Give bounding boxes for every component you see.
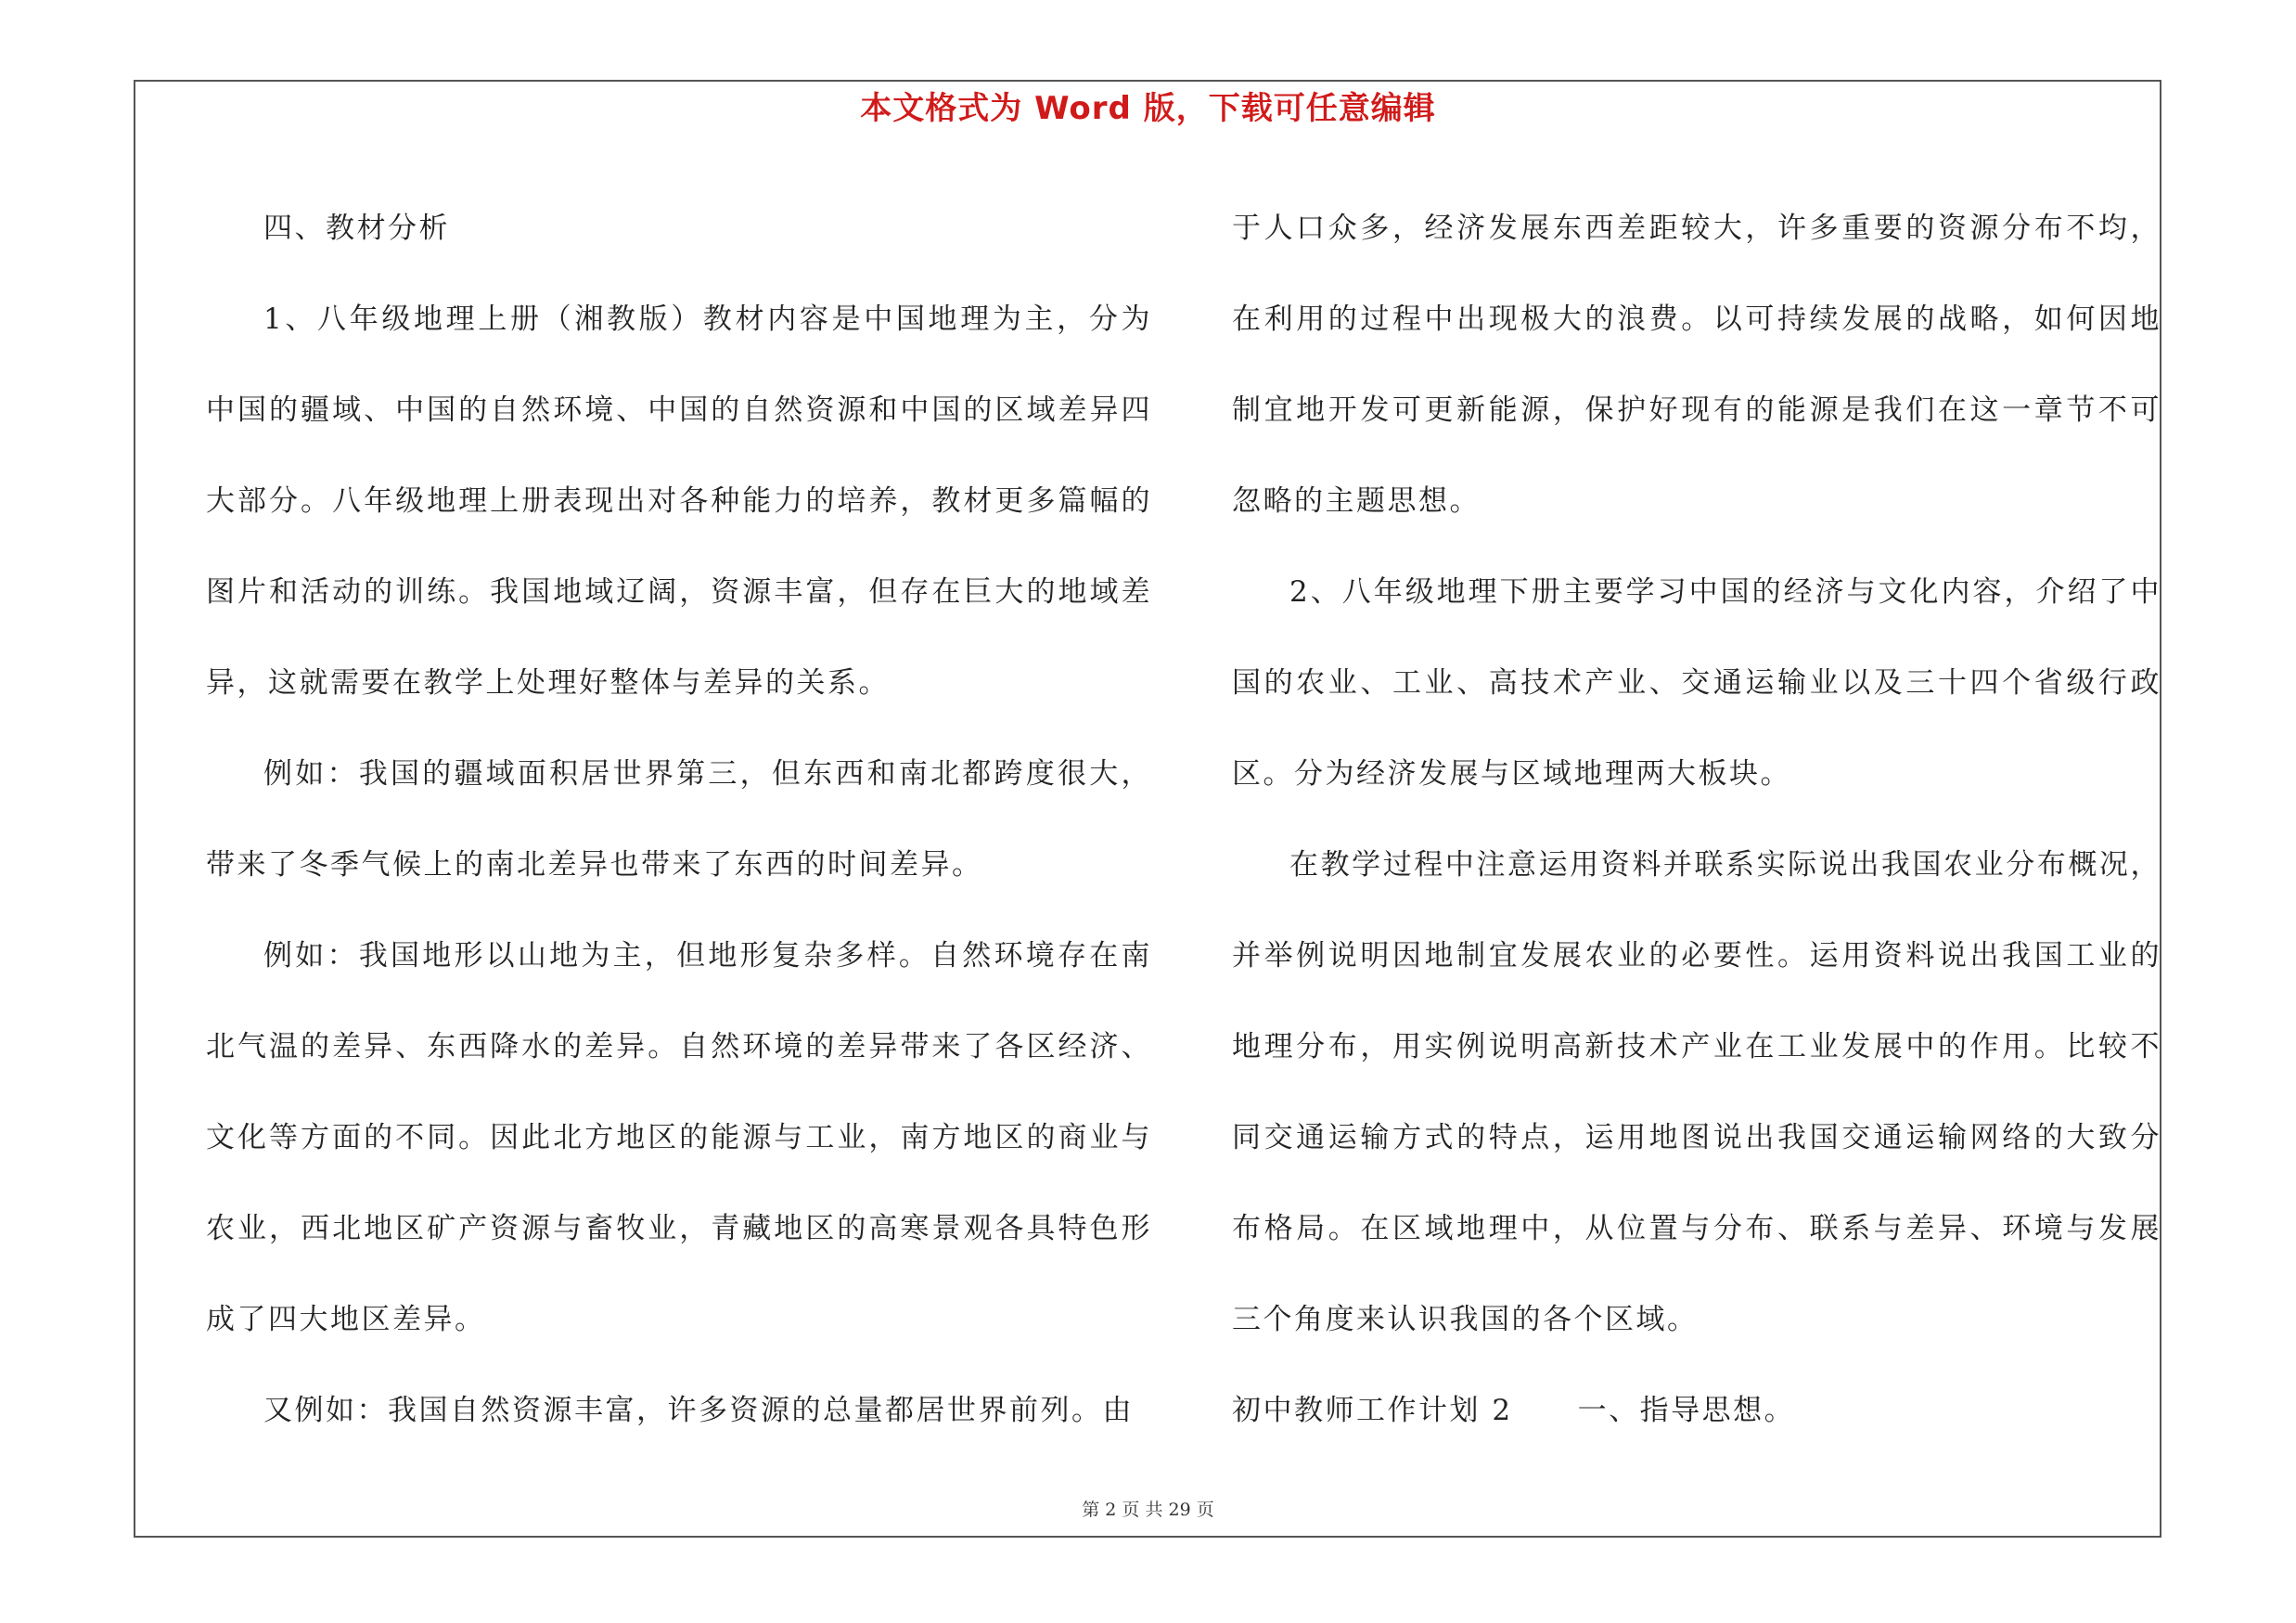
paragraph: 于人口众多，经济发展东西差距较大，许多重要的资源分布不均，在利用的过程中出现极大的浪费。以可持续发展的战略，如何因地制宜地开发可更新能源，保护好现有的能源是我们在这一章节不可忽略的主题思想。 (1232, 212, 2161, 518)
left-column (206, 183, 1152, 1456)
paragraph: 例如：我国地形以山地为主，但地形复杂多样。自然环境存在南北气温的差异、东西降水的差异。自然环境的差异带来了各区经济、文化等方面的不同。因此北方地区的能源与工业，南方地区的商业与农业，西北地区矿产资源与畜牧业，青藏地区的高寒景观各具特色形成了四大地区差异。 (206, 939, 1152, 1336)
word-format-banner: 本文格式为 Word 版，下载可任意编辑 (860, 90, 1436, 127)
paragraph: 又例如：我国自然资源丰富，许多资源的总量都居世界前列。由 (263, 1394, 1134, 1427)
next-plan-line (1232, 1365, 2161, 1456)
paragraph: 在教学过程中注意运用资料并联系实际说出我国农业分布概况，并举例说明因地制宜发展农业的必要性。运用资料说出我国工业的地理分布，用实例说明高新技术产业在工业发展中的作用。比较不同交通运输方式的特点，运用地图说出我国交通运输网络的大致分布格局。在区域地理中，从位置与分布、联系与差异、环境与发展三个角度来认识我国的各个区域。 (1232, 848, 2161, 1336)
plan-title: 初中教师工作计划 2 (1232, 1394, 1513, 1427)
paragraph: 例如：我国的疆域面积居世界第三，但东西和南北都跨度很大，带来了冬季气候上的南北差异也带来了东西的时间差异。 (206, 757, 1152, 882)
paragraph: 1、八年级地理上册（湘教版）教材内容是中国地理为主，分为中国的疆域、中国的自然环境、中国的自然资源和中国的区域差异四大部分。八年级地理上册表现出对各种能力的培养，教材更多篇幅的图片和活动的训练。我国地域辽阔，资源丰富，但存在巨大的地域差异，这就需要在教学上处理好整体与差异的关系。 (206, 303, 1152, 700)
paragraph: 2、八年级地理下册主要学习中国的经济与文化内容，介绍了中国的农业、工业、高技术产业、交通运输业以及三十四个省级行政区。分为经济发展与区域地理两大板块。 (1232, 575, 2161, 791)
guiding-principle-heading: 一、指导思想。 (1577, 1394, 1796, 1427)
right-column (1232, 183, 2161, 1456)
section-heading: 四、教材分析 (263, 212, 450, 245)
page-number: 第 2 页 共 29 页 (1082, 1500, 1214, 1520)
